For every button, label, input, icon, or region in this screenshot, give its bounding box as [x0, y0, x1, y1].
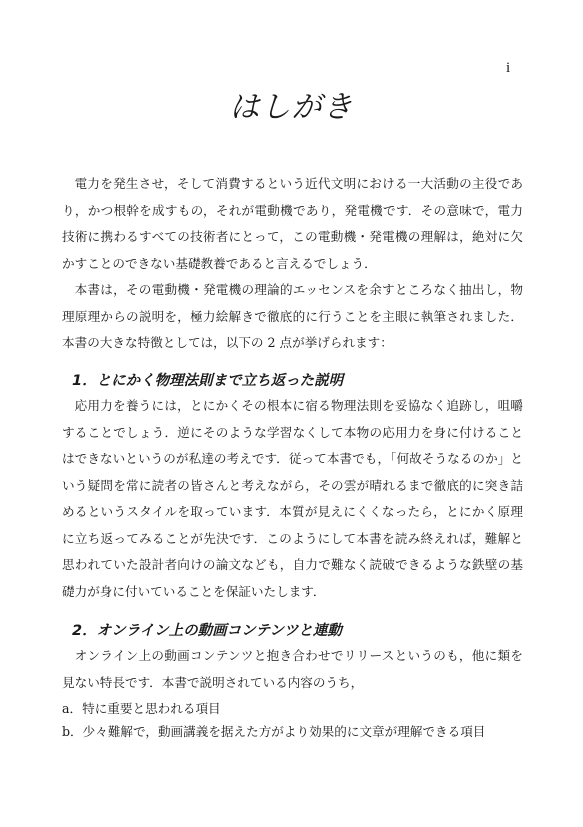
list-item-b: b．少々難解で，動画講義を据えた方がより効果的に文章が理解できる項目: [62, 724, 486, 739]
page-title: はしがき: [229, 90, 354, 125]
intro-paragraph-2: 本書は，その電動機・発電機の理論的エッセンスを余すところなく抽出し，物理原理からの説明を，極力絵解きで徹底的に行うことを主眼に執筆されました．本書の大きな特徴としては，以下の 2 点が挙げられます：: [62, 282, 523, 350]
intro-paragraph-1: 電力を発生させ，そして消費するという近代文明における一大活動の主役であり，かつ根幹を成すもの，それが電動機であり，発電機です．その意味で，電力技術に携わるすべての技術者にとって，この電動機・発電機の理解は，絶対に欠かすことのできない基礎教養であると言えるでしょう．: [62, 176, 523, 271]
page-number: i: [506, 60, 511, 76]
section-1-heading: 1．とにかく物理法則まで立ち返った説明: [72, 373, 344, 389]
list-item-a: a．特に重要と思われる項目: [62, 701, 221, 716]
section-1-paragraph: 応用力を養うには，とにかくその根本に宿る物理法則を妥協なく追跡し，咀嚼することでしょう．逆にそのような学習なくして本物の応用力を身に付けることはできないというのが私達の考えです．従って本書でも，「何故そうなるのか」という疑問を常に読者の皆さんと考えながら，その雲が晴れるまで徹底的に突き詰めるというスタイルを取っています．本質が見えにくくなったら，とにかく原理に立ち返ってみることが先決です．このようにして本書を読み終えれば，難解と思われていた設計者向けの論文なども，自力で難なく読破できるような鉄壁の基礎力が身に付いていることを保証いたします．: [62, 398, 523, 599]
section-2-paragraph: オンライン上の動画コンテンツと抱き合わせでリリースというのも，他に類を見ない特長です．本書で説明されている内容のうち，: [62, 648, 523, 690]
section-2-heading: 2．オンライン上の動画コンテンツと連動: [72, 623, 342, 639]
